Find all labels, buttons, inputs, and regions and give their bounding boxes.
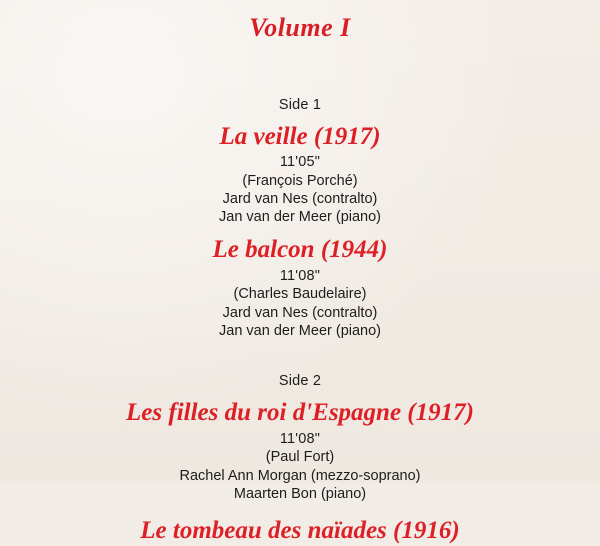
track-performer: Jard van Nes (contralto) — [222, 190, 378, 207]
volume-title: Volume I — [249, 13, 351, 42]
track-entry-partial — [0, 517, 600, 545]
track-entry — [0, 123, 600, 227]
track-performer: Jan van der Meer (piano) — [219, 322, 381, 339]
track-performer: Rachel Ann Morgan (mezzo-soprano) — [179, 467, 421, 484]
track-duration: 11'05" — [279, 154, 321, 171]
track-duration: 11'08" — [279, 430, 321, 447]
side-label-1: Side 1 — [278, 96, 322, 113]
track-entry — [0, 236, 600, 340]
track-entry — [0, 399, 600, 503]
side-label-2: Side 2 — [278, 373, 322, 390]
track-author: (Charles Baudelaire) — [233, 286, 367, 303]
track-performer: Jan van der Meer (piano) — [219, 209, 381, 226]
track-author: (Paul Fort) — [265, 449, 335, 466]
track-duration: 11'08" — [279, 268, 321, 285]
track-performer: Jard van Nes (contralto) — [222, 304, 378, 321]
track-title: La veille (1917) — [219, 122, 381, 150]
track-title: Le balcon (1944) — [212, 236, 388, 264]
track-title: Le tombeau des naïades (1916) — [140, 517, 460, 545]
track-author: (François Porché) — [242, 172, 358, 189]
track-title: Les filles du roi d'Espagne (1917) — [126, 399, 474, 427]
track-performer: Maarten Bon (piano) — [233, 485, 367, 502]
